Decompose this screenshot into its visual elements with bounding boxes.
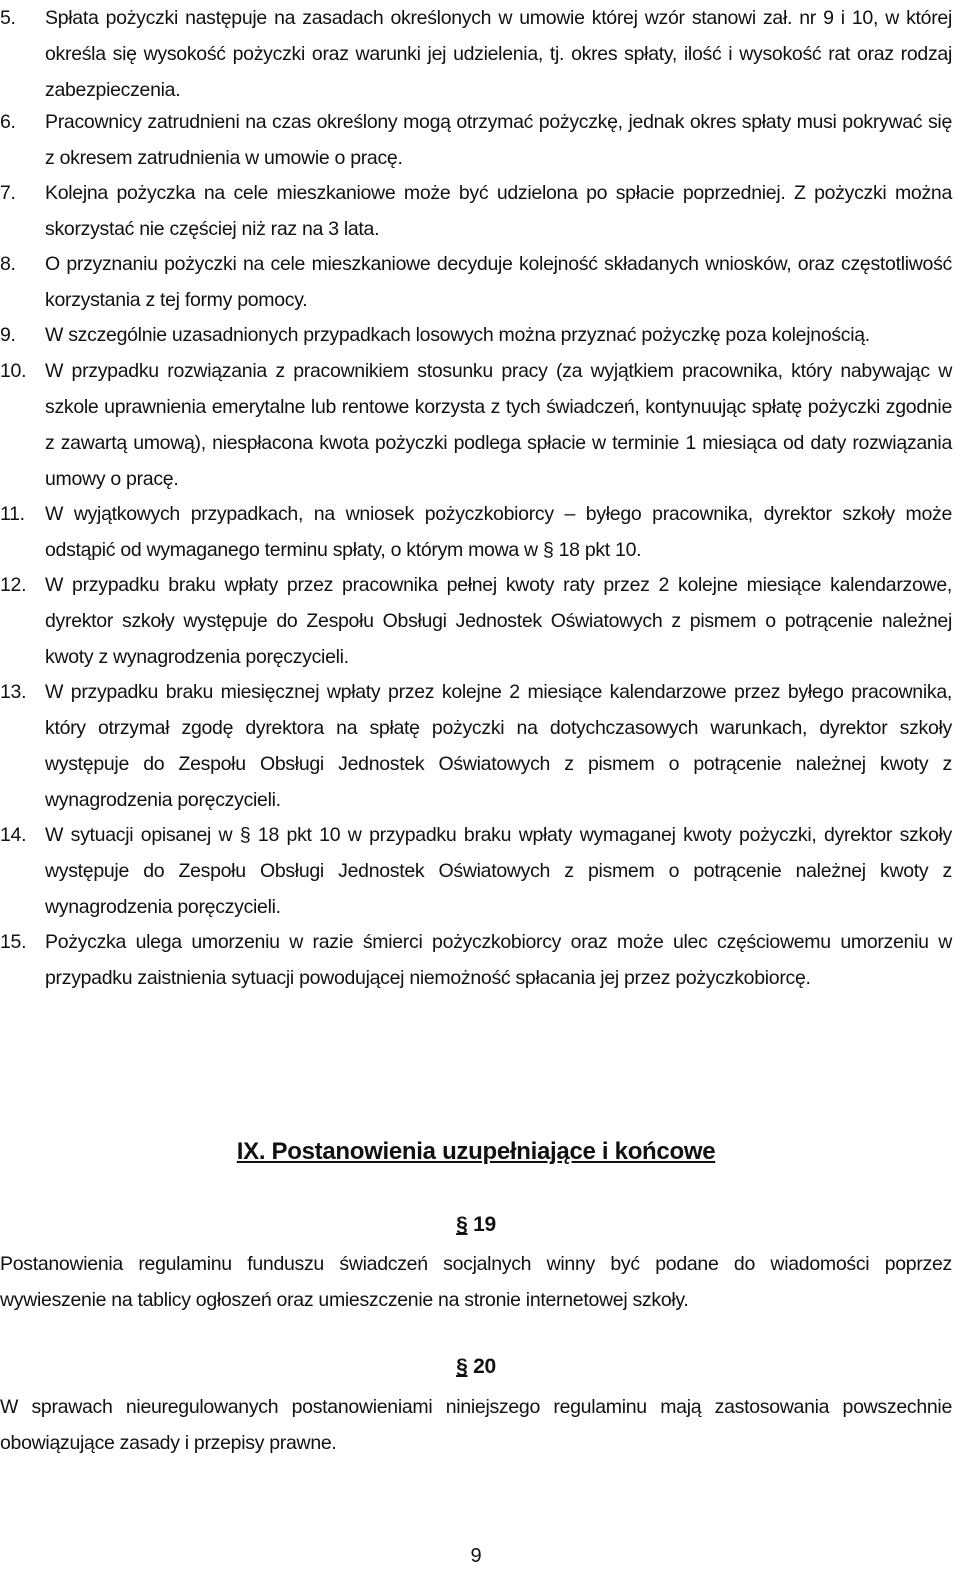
list-item-13 [0,674,952,818]
list-item-number: 13. [0,681,27,703]
page-number: 9 [470,1545,482,1567]
list-item-text: W przypadku rozwiązania z pracownikiem stosunku pracy (za wyjątkiem pracownika, który nabywając w szkole uprawnienia emerytalne lub rentowe korzysta z tych świadczeń, kontynuując spłatę pożyczki zgodnie z zawartą umową), niespłacona kwota pożyczki podlega spłacie w terminie 1 miesiąca od daty rozwiązania umowy o pracę. [45,360,952,490]
list-item-text: W przypadku braku miesięcznej wpłaty przez kolejne 2 miesiące kalendarzowe przez byłego pracownika, który otrzymał zgodę dyrektora na spłatę pożyczki na dotychczasowych warunkach, dyrektor szkoły występuje do Zespołu Obsługi Jednostek Oświatowych z pismem o potrącenie należnej kwoty z wynagrodzenia poręczycieli. [45,681,952,811]
list-item-15 [0,924,952,996]
chapter-heading: IX. Postanowienia uzupełniające i końcowe [236,1138,716,1165]
list-item-11 [0,496,952,568]
list-item-12 [0,567,952,675]
list-item-number: 6. [0,111,16,133]
list-item-number: 8. [0,253,16,275]
list-item-number: 14. [0,824,27,846]
section-number: 20 [473,1355,496,1378]
list-item-5 [0,0,952,108]
list-item-number: 15. [0,931,27,953]
list-item-text: Spłata pożyczki następuje na zasadach określonych w umowie której wzór stanowi zał. nr 9 i 10, w której określa się wysokość pożyczki oraz warunki jej udzielenia, tj. okres spłaty, ilość i wysokość rat oraz rodzaj zabezpieczenia. [45,7,952,101]
section-symbol: § [456,1213,468,1236]
section-number: 19 [473,1213,496,1236]
list-item-text: Pracownicy zatrudnieni na czas określony mogą otrzymać pożyczkę, jednak okres spłaty musi pokrywać się z okresem zatrudnienia w umowie o pracę. [45,111,952,169]
section-20-heading [0,1355,952,1379]
list-item-text: Pożyczka ulega umorzeniu w razie śmierci pożyczkobiorcy oraz może ulec częściowemu umorzeniu w przypadku zaistnienia sytuacji powodującej niemożność spłacania jej przez pożyczkobiorcę. [45,931,952,989]
list-item-text: W sytuacji opisanej w § 18 pkt 10 w przypadku braku wpłaty wymaganej kwoty pożyczki, dyrektor szkoły występuje do Zespołu Obsługi Jednostek Oświatowych z pismem o potrącenie należnej kwoty z wynagrodzenia poręczycieli. [45,824,952,918]
list-item-14 [0,817,952,925]
section-20-text: W sprawach nieuregulowanych postanowieniami niniejszego regulaminu mają zastosowania powszechnie obowiązujące zasady i przepisy prawne. [0,1396,952,1454]
list-item-number: 5. [0,7,16,29]
section-symbol: § [456,1355,468,1378]
list-item-number: 9. [0,324,16,346]
section-19-text: Postanowienia regulaminu funduszu świadczeń socjalnych winny być podane do wiadomości poprzez wywieszenie na tablicy ogłoszeń oraz umieszczenie na stronie internetowej szkoły. [0,1253,952,1311]
list-item-text: Kolejna pożyczka na cele mieszkaniowe może być udzielona po spłacie poprzedniej. Z pożyczki można skorzystać nie częściej niż raz na 3 lata. [45,182,952,240]
list-item-number: 11. [0,503,25,525]
list-item-number: 10. [0,360,27,382]
list-item-text: W wyjątkowych przypadkach, na wniosek pożyczkobiorcy – byłego pracownika, dyrektor szkoły może odstąpić od wymaganego terminu spłaty, o którym mowa w § 18 pkt 10. [45,503,952,561]
list-item-text: W przypadku braku wpłaty przez pracownika pełnej kwoty raty przez 2 kolejne miesiące kalendarzowe, dyrektor szkoły występuje do Zespołu Obsługi Jednostek Oświatowych z pismem o potrącenie należnej kwoty z wynagrodzenia poręczycieli. [45,574,952,668]
list-item-number: 7. [0,182,16,204]
list-item-7 [0,175,952,247]
list-item-9 [0,317,952,353]
list-item-text: O przyznaniu pożyczki na cele mieszkaniowe decyduje kolejność składanych wniosków, oraz częstotliwość korzystania z tej formy pomocy. [45,253,952,311]
list-item-number: 12. [0,574,27,596]
list-item-6 [0,104,952,176]
list-item-10 [0,353,952,497]
list-item-8 [0,246,952,318]
list-item-text: W szczególnie uzasadnionych przypadkach losowych można przyznać pożyczkę poza kolejnością. [45,324,870,346]
section-19-heading [0,1213,952,1237]
